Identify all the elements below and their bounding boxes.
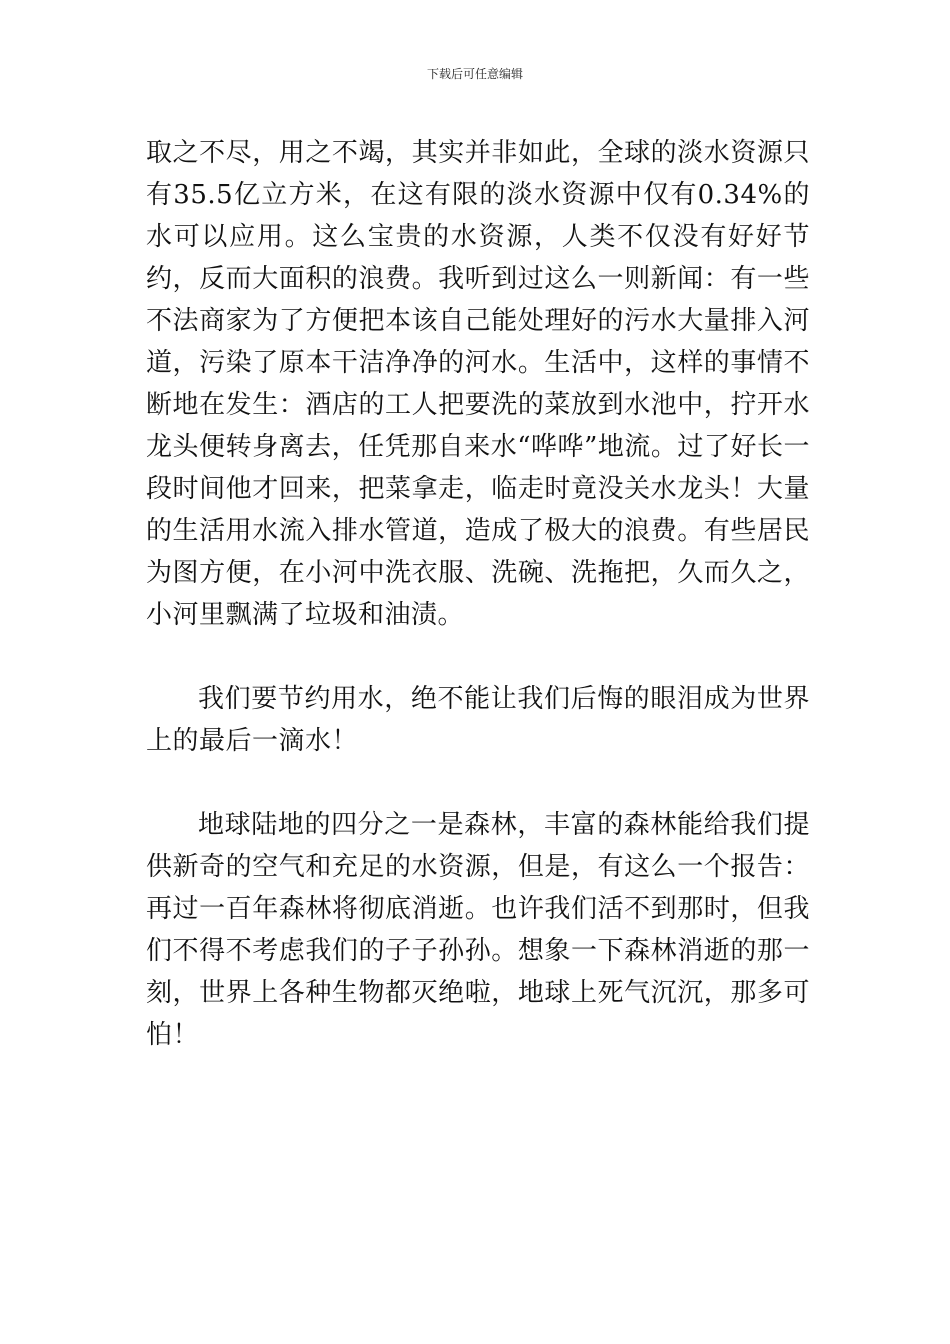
paragraph-save-water: 我们要节约用水，绝不能让我们后悔的眼泪成为世界上的最后一滴水！ [146,684,810,756]
paragraph-spacer [146,636,810,678]
paragraph-water-waste: 取之不尽，用之不竭，其实并非如此，全球的淡水资源只有35.5亿立方米，在这有限的淡水资源中仅有0.34%的水可以应用。这么宝贵的水资源，人类不仅没有好好节约，反而大面积的浪费。我听到过这么一则新闻：有一些不法商家为了方便把本该自己能处理好的污水大量排入河道，污染了原本干洁净净的河水。生活中，这样的事情不断地在发生：酒店的工人把要洗的菜放到水池中，拧开水龙头便转身离去，任凭那自来水“哗哗”地流。过了好长一段时间他才回来，把菜拿走，临走时竟没关水龙头！大量的生活用水流入排水管道，造成了极大的浪费。有些居民为图方便，在小河中洗衣服、洗碗、洗拖把，久而久之，小河里飘满了垃圾和油渍。 [146,138,810,630]
paragraph-spacer [146,762,810,804]
document-body [146,132,810,1056]
page-header: 下载后可任意编辑 [426,67,523,81]
paragraph-forest: 地球陆地的四分之一是森林，丰富的森林能给我们提供新奇的空气和充足的水资源，但是，有这么一个报告：再过一百年森林将彻底消逝。也许我们活不到那时，但我们不得不考虑我们的子子孙孙。想象一下森林消逝的那一刻，世界上各种生物都灭绝啦，地球上死气沉沉，那多可怕！ [146,810,810,1050]
